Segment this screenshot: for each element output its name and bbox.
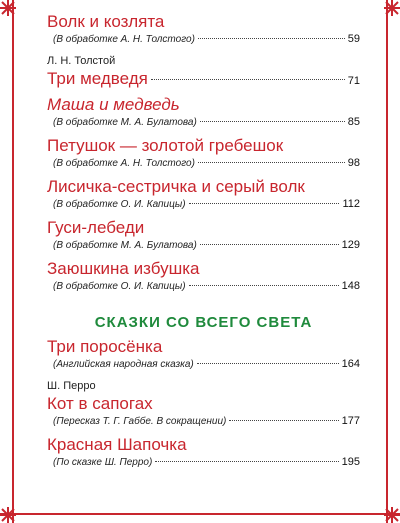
toc-entry-subtitle: (Пересказ Т. Г. Габбе. В сокращении): [53, 416, 227, 427]
ornament-top-right-icon: [366, 0, 400, 34]
toc-entry-title[interactable]: Гуси-лебеди: [47, 218, 145, 237]
toc-entry-subtitle-row: [47, 156, 360, 171]
toc-list-world-tales: [47, 337, 360, 470]
dot-leader: [198, 162, 345, 163]
toc-entry-title[interactable]: Волк и козлята: [47, 12, 165, 31]
toc-entry-subtitle-row: [47, 455, 360, 470]
toc-entry-subtitle: (По сказке Ш. Перро): [53, 457, 153, 468]
page-number: 85: [347, 116, 360, 128]
dot-leader: [229, 420, 338, 421]
dot-leader: [189, 285, 339, 286]
dot-leader: [155, 461, 338, 462]
ornament-bottom-right-icon: [366, 489, 400, 523]
dot-leader: [197, 363, 339, 364]
ornament-bottom-left-icon: [0, 489, 34, 523]
table-of-contents: [47, 12, 360, 470]
dot-leader: [200, 244, 339, 245]
toc-entry-subtitle-row: [47, 238, 360, 253]
toc-entry-subtitle: (В обработке А. Н. Толстого): [53, 158, 195, 169]
toc-entry-title[interactable]: Маша и медведь: [47, 95, 180, 114]
frame-right-line: [386, 0, 388, 523]
toc-entry-subtitle-row: [47, 115, 360, 130]
toc-entry[interactable]: [47, 69, 360, 89]
page-number: 129: [341, 239, 360, 251]
toc-entry-title[interactable]: Заюшкина избушка: [47, 259, 200, 278]
toc-entry-title[interactable]: Красная Шапочка: [47, 435, 187, 454]
author-name: Ш. Перро: [47, 380, 96, 392]
toc-list-russian-tales: [47, 12, 360, 294]
toc-entry-subtitle-row: [47, 279, 360, 294]
toc-entry-subtitle-row: [47, 414, 360, 429]
page-number: 59: [347, 33, 360, 45]
toc-entry-subtitle: (В обработке М. А. Булатова): [53, 240, 197, 251]
toc-entry-subtitle-row: [47, 357, 360, 372]
toc-entry-subtitle: (В обработке М. А. Булатова): [53, 117, 197, 128]
toc-entry-subtitle: (Английская народная сказка): [53, 359, 194, 370]
page-number: 112: [342, 198, 360, 210]
page-number: 195: [341, 456, 360, 468]
section-heading: СКАЗКИ СО ВСЕГО СВЕТА: [94, 314, 313, 331]
toc-entry-subtitle-row: [47, 197, 360, 212]
page-number: 71: [347, 75, 360, 87]
toc-entry-title[interactable]: Три поросёнка: [47, 337, 163, 356]
dot-leader: [189, 203, 340, 204]
page-number: 148: [341, 280, 360, 292]
dot-leader: [198, 38, 345, 39]
toc-entry-title[interactable]: Лисичка-сестричка и серый волк: [47, 177, 305, 196]
dot-leader: [151, 79, 345, 80]
page-number: 177: [341, 415, 360, 427]
toc-entry-subtitle: (В обработке О. И. Капицы): [53, 281, 186, 292]
dot-leader: [200, 121, 345, 122]
toc-entry-subtitle-row: [47, 32, 360, 47]
ornament-top-left-icon: [0, 0, 34, 34]
toc-entry-title[interactable]: Кот в сапогах: [47, 394, 153, 413]
toc-entry-title: Три медведя: [47, 69, 148, 88]
page-number: 98: [347, 157, 360, 169]
frame-bottom-line: [0, 513, 400, 515]
frame-left-line: [12, 0, 14, 523]
toc-entry-subtitle: (В обработке А. Н. Толстого): [53, 34, 195, 45]
page-number: 164: [341, 358, 360, 370]
author-name: Л. Н. Толстой: [47, 55, 116, 67]
toc-entry-subtitle: (В обработке О. И. Капицы): [53, 199, 186, 210]
toc-entry-title[interactable]: Петушок — золотой гребешок: [47, 136, 284, 155]
